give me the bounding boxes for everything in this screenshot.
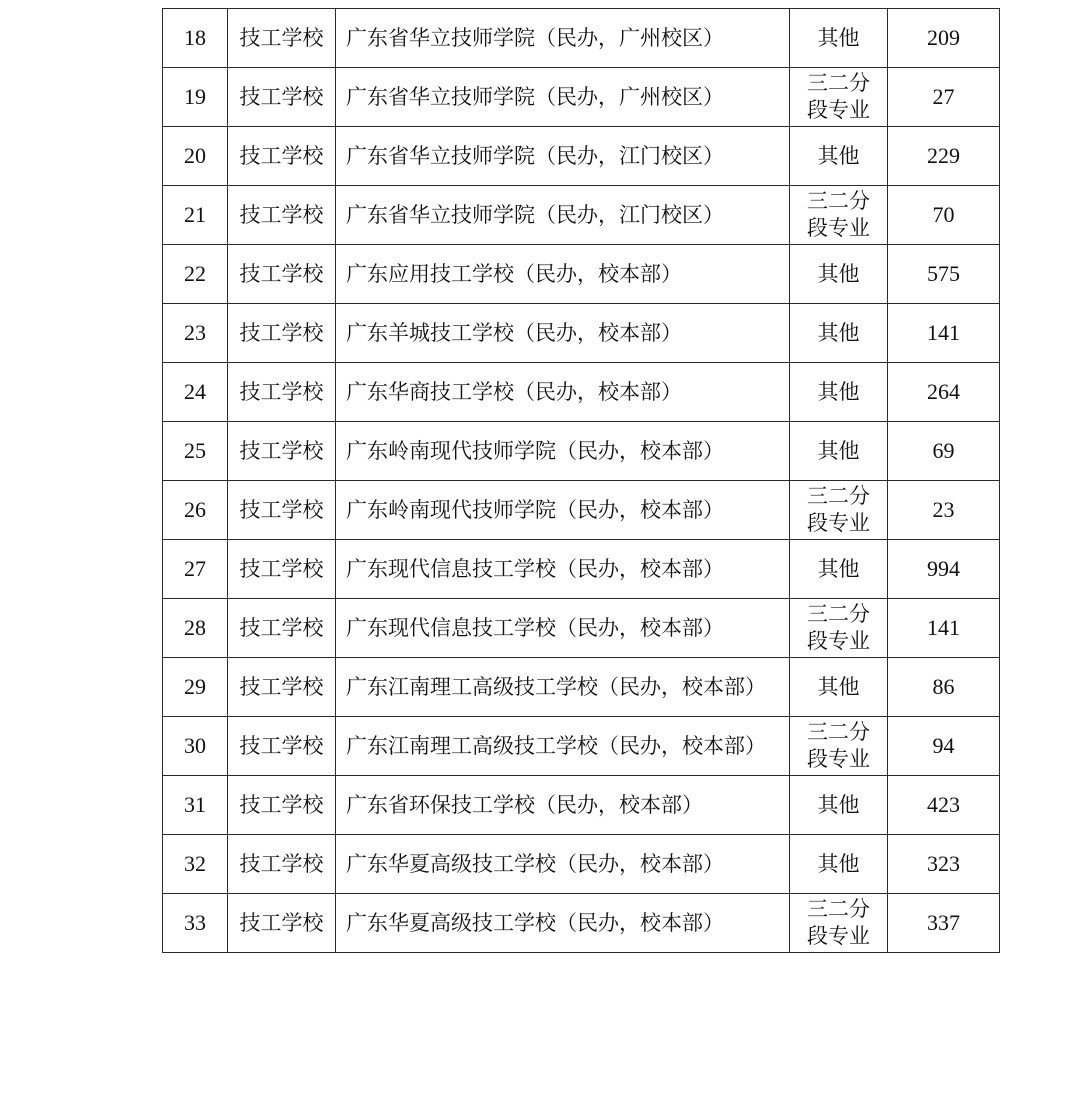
category-cell: 其他 [790,776,888,835]
category-cell: 三二分 段专业 [790,481,888,540]
table-row [163,127,1000,186]
school-type-cell: 技工学校 [228,481,336,540]
school-type-cell: 技工学校 [228,776,336,835]
category-cell: 其他 [790,9,888,68]
row-number-cell: 23 [163,304,228,363]
table-row [163,422,1000,481]
school-type-cell: 技工学校 [228,186,336,245]
school-name-cell: 广东省华立技师学院（民办，广州校区） [336,68,790,127]
table-row [163,363,1000,422]
school-name-cell: 广东现代信息技工学校（民办，校本部） [336,599,790,658]
row-number-cell: 26 [163,481,228,540]
school-type-cell: 技工学校 [228,363,336,422]
count-cell: 70 [888,186,1000,245]
category-cell: 其他 [790,363,888,422]
school-name-cell: 广东省华立技师学院（民办，江门校区） [336,127,790,186]
table-row [163,776,1000,835]
table-row [163,304,1000,363]
row-number-cell: 31 [163,776,228,835]
category-cell: 三二分 段专业 [790,186,888,245]
school-name-cell: 广东省华立技师学院（民办，江门校区） [336,186,790,245]
school-name-cell: 广东华商技工学校（民办，校本部） [336,363,790,422]
count-cell: 994 [888,540,1000,599]
category-cell: 其他 [790,540,888,599]
count-cell: 323 [888,835,1000,894]
count-cell: 69 [888,422,1000,481]
row-number-cell: 21 [163,186,228,245]
table-row [163,835,1000,894]
count-cell: 141 [888,599,1000,658]
school-type-cell: 技工学校 [228,245,336,304]
row-number-cell: 24 [163,363,228,422]
row-number-cell: 25 [163,422,228,481]
table-row [163,245,1000,304]
row-number-cell: 32 [163,835,228,894]
school-type-cell: 技工学校 [228,599,336,658]
table-row [163,658,1000,717]
count-cell: 229 [888,127,1000,186]
count-cell: 141 [888,304,1000,363]
count-cell: 23 [888,481,1000,540]
school-name-cell: 广东岭南现代技师学院（民办，校本部） [336,422,790,481]
row-number-cell: 30 [163,717,228,776]
school-type-cell: 技工学校 [228,422,336,481]
category-cell: 三二分 段专业 [790,599,888,658]
school-name-cell: 广东省环保技工学校（民办，校本部） [336,776,790,835]
school-type-cell: 技工学校 [228,894,336,953]
count-cell: 27 [888,68,1000,127]
school-type-cell: 技工学校 [228,304,336,363]
row-number-cell: 29 [163,658,228,717]
count-cell: 94 [888,717,1000,776]
row-number-cell: 18 [163,9,228,68]
school-type-cell: 技工学校 [228,658,336,717]
school-name-cell: 广东省华立技师学院（民办，广州校区） [336,9,790,68]
count-cell: 423 [888,776,1000,835]
table-row [163,717,1000,776]
table-row [163,68,1000,127]
count-cell: 209 [888,9,1000,68]
count-cell: 337 [888,894,1000,953]
table-body [163,9,1000,953]
category-cell: 三二分 段专业 [790,717,888,776]
count-cell: 264 [888,363,1000,422]
row-number-cell: 20 [163,127,228,186]
count-cell: 86 [888,658,1000,717]
school-type-cell: 技工学校 [228,9,336,68]
category-cell: 三二分 段专业 [790,68,888,127]
table-row [163,540,1000,599]
row-number-cell: 22 [163,245,228,304]
category-cell: 其他 [790,422,888,481]
school-name-cell: 广东应用技工学校（民办，校本部） [336,245,790,304]
school-type-cell: 技工学校 [228,68,336,127]
category-cell: 其他 [790,304,888,363]
table-row [163,481,1000,540]
row-number-cell: 19 [163,68,228,127]
row-number-cell: 33 [163,894,228,953]
school-name-cell: 广东江南理工高级技工学校（民办，校本部） [336,658,790,717]
school-type-cell: 技工学校 [228,127,336,186]
school-name-cell: 广东羊城技工学校（民办，校本部） [336,304,790,363]
school-name-cell: 广东现代信息技工学校（民办，校本部） [336,540,790,599]
count-cell: 575 [888,245,1000,304]
school-type-cell: 技工学校 [228,835,336,894]
school-name-cell: 广东岭南现代技师学院（民办，校本部） [336,481,790,540]
table-row [163,599,1000,658]
school-type-cell: 技工学校 [228,717,336,776]
school-name-cell: 广东华夏高级技工学校（民办，校本部） [336,835,790,894]
school-name-cell: 广东华夏高级技工学校（民办，校本部） [336,894,790,953]
table-row [163,894,1000,953]
category-cell: 其他 [790,658,888,717]
row-number-cell: 27 [163,540,228,599]
category-cell: 其他 [790,127,888,186]
category-cell: 其他 [790,245,888,304]
category-cell: 三二分 段专业 [790,894,888,953]
row-number-cell: 28 [163,599,228,658]
school-type-cell: 技工学校 [228,540,336,599]
table-row [163,9,1000,68]
enrollment-table [162,8,1000,953]
table-row [163,186,1000,245]
category-cell: 其他 [790,835,888,894]
school-name-cell: 广东江南理工高级技工学校（民办，校本部） [336,717,790,776]
